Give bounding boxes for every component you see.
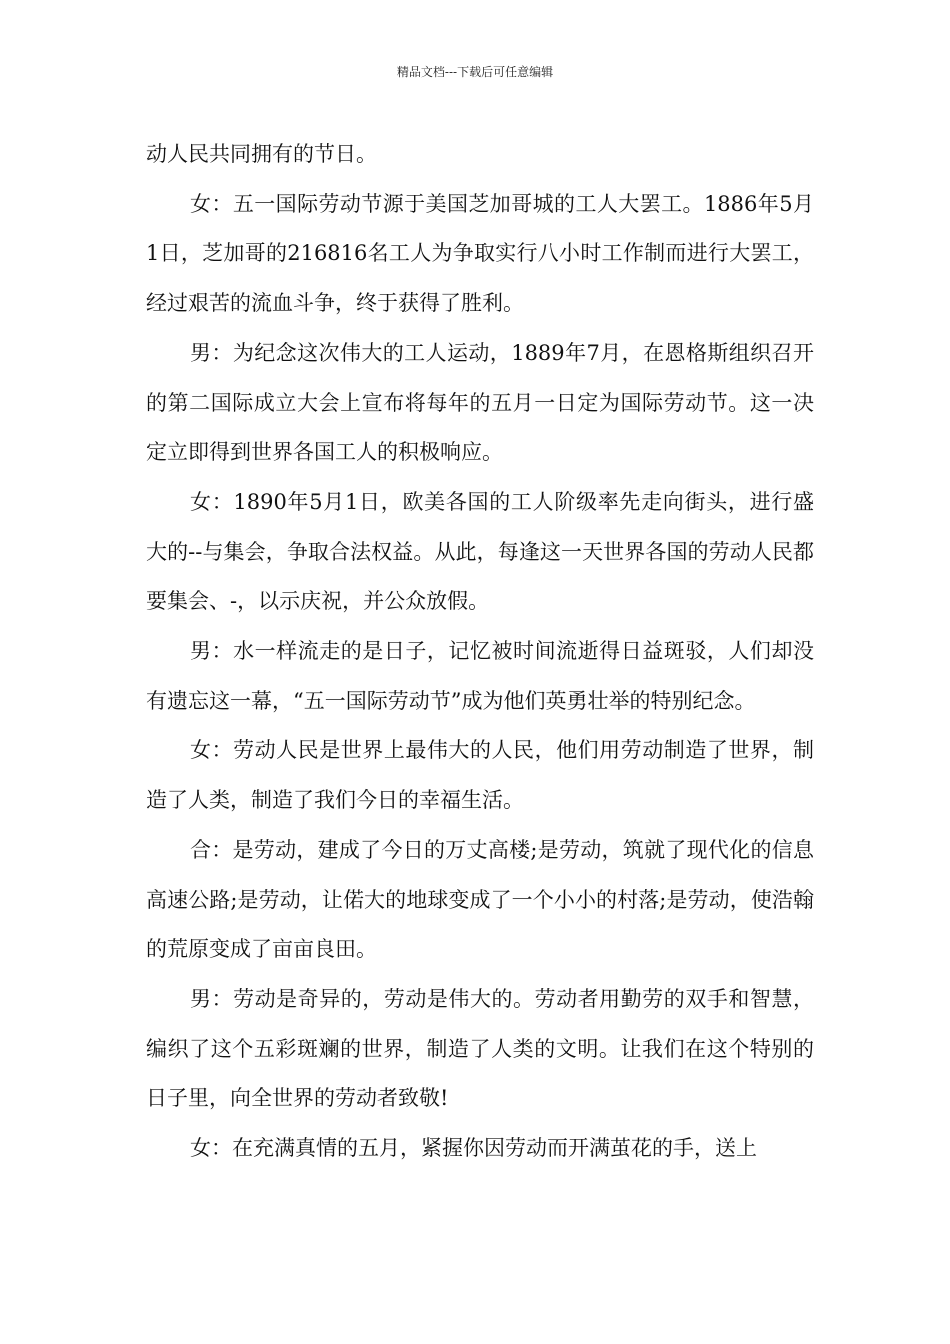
paragraph-7: 合：是劳动，建成了今日的万丈高楼;是劳动，筑就了现代化的信息高速公路;是劳动，让偌大的地球变成了一个小小的村落;是劳动，使浩翰的荒原变成了亩亩良田。	[146, 837, 814, 962]
paragraph-4: 女：1890年5月1日，欧美各国的工人阶级率先走向街头，进行盛大的--与集会，争取合法权益。从此，每逢这一天世界各国的劳动人民都要集会、-，以示庆祝，并公众放假。	[146, 489, 814, 614]
paragraph-5: 男：水一样流走的是日子，记忆被时间流逝得日益斑驳，人们却没有遗忘这一幕，“五一国际劳动节”成为他们英勇壮举的特别纪念。	[146, 639, 814, 713]
paragraph-2: 女：五一国际劳动节源于美国芝加哥城的工人大罢工。1886年5月1日，芝加哥的216816名工人为争取实行八小时工作制而进行大罢工，经过艰苦的流血斗争，终于获得了胜利。	[146, 191, 814, 316]
paragraph-8: 男：劳动是奇异的，劳动是伟大的。劳动者用勤劳的双手和智慧，编织了这个五彩斑斓的世界，制造了人类的文明。让我们在这个特别的日子里，向全世界的劳动者致敬!	[146, 986, 814, 1111]
paragraph-6: 女：劳动人民是世界上最伟大的人民，他们用劳动制造了世界，制造了人类，制造了我们今日的幸福生活。	[146, 738, 814, 813]
page-header: 精品文档---下载后可任意编辑	[396, 65, 554, 79]
paragraph-3: 男：为纪念这次伟大的工人运动，1889年7月，在恩格斯组织召开的第二国际成立大会上宣布将每年的五月一日定为国际劳动节。这一决定立即得到世界各国工人的积极响应。	[146, 340, 814, 465]
paragraph-1: 动人民共同拥有的节日。	[146, 142, 377, 166]
document-body	[146, 130, 814, 1174]
paragraph-9: 女：在充满真情的五月，紧握你因劳动而开满茧花的手，送上	[190, 1136, 757, 1161]
